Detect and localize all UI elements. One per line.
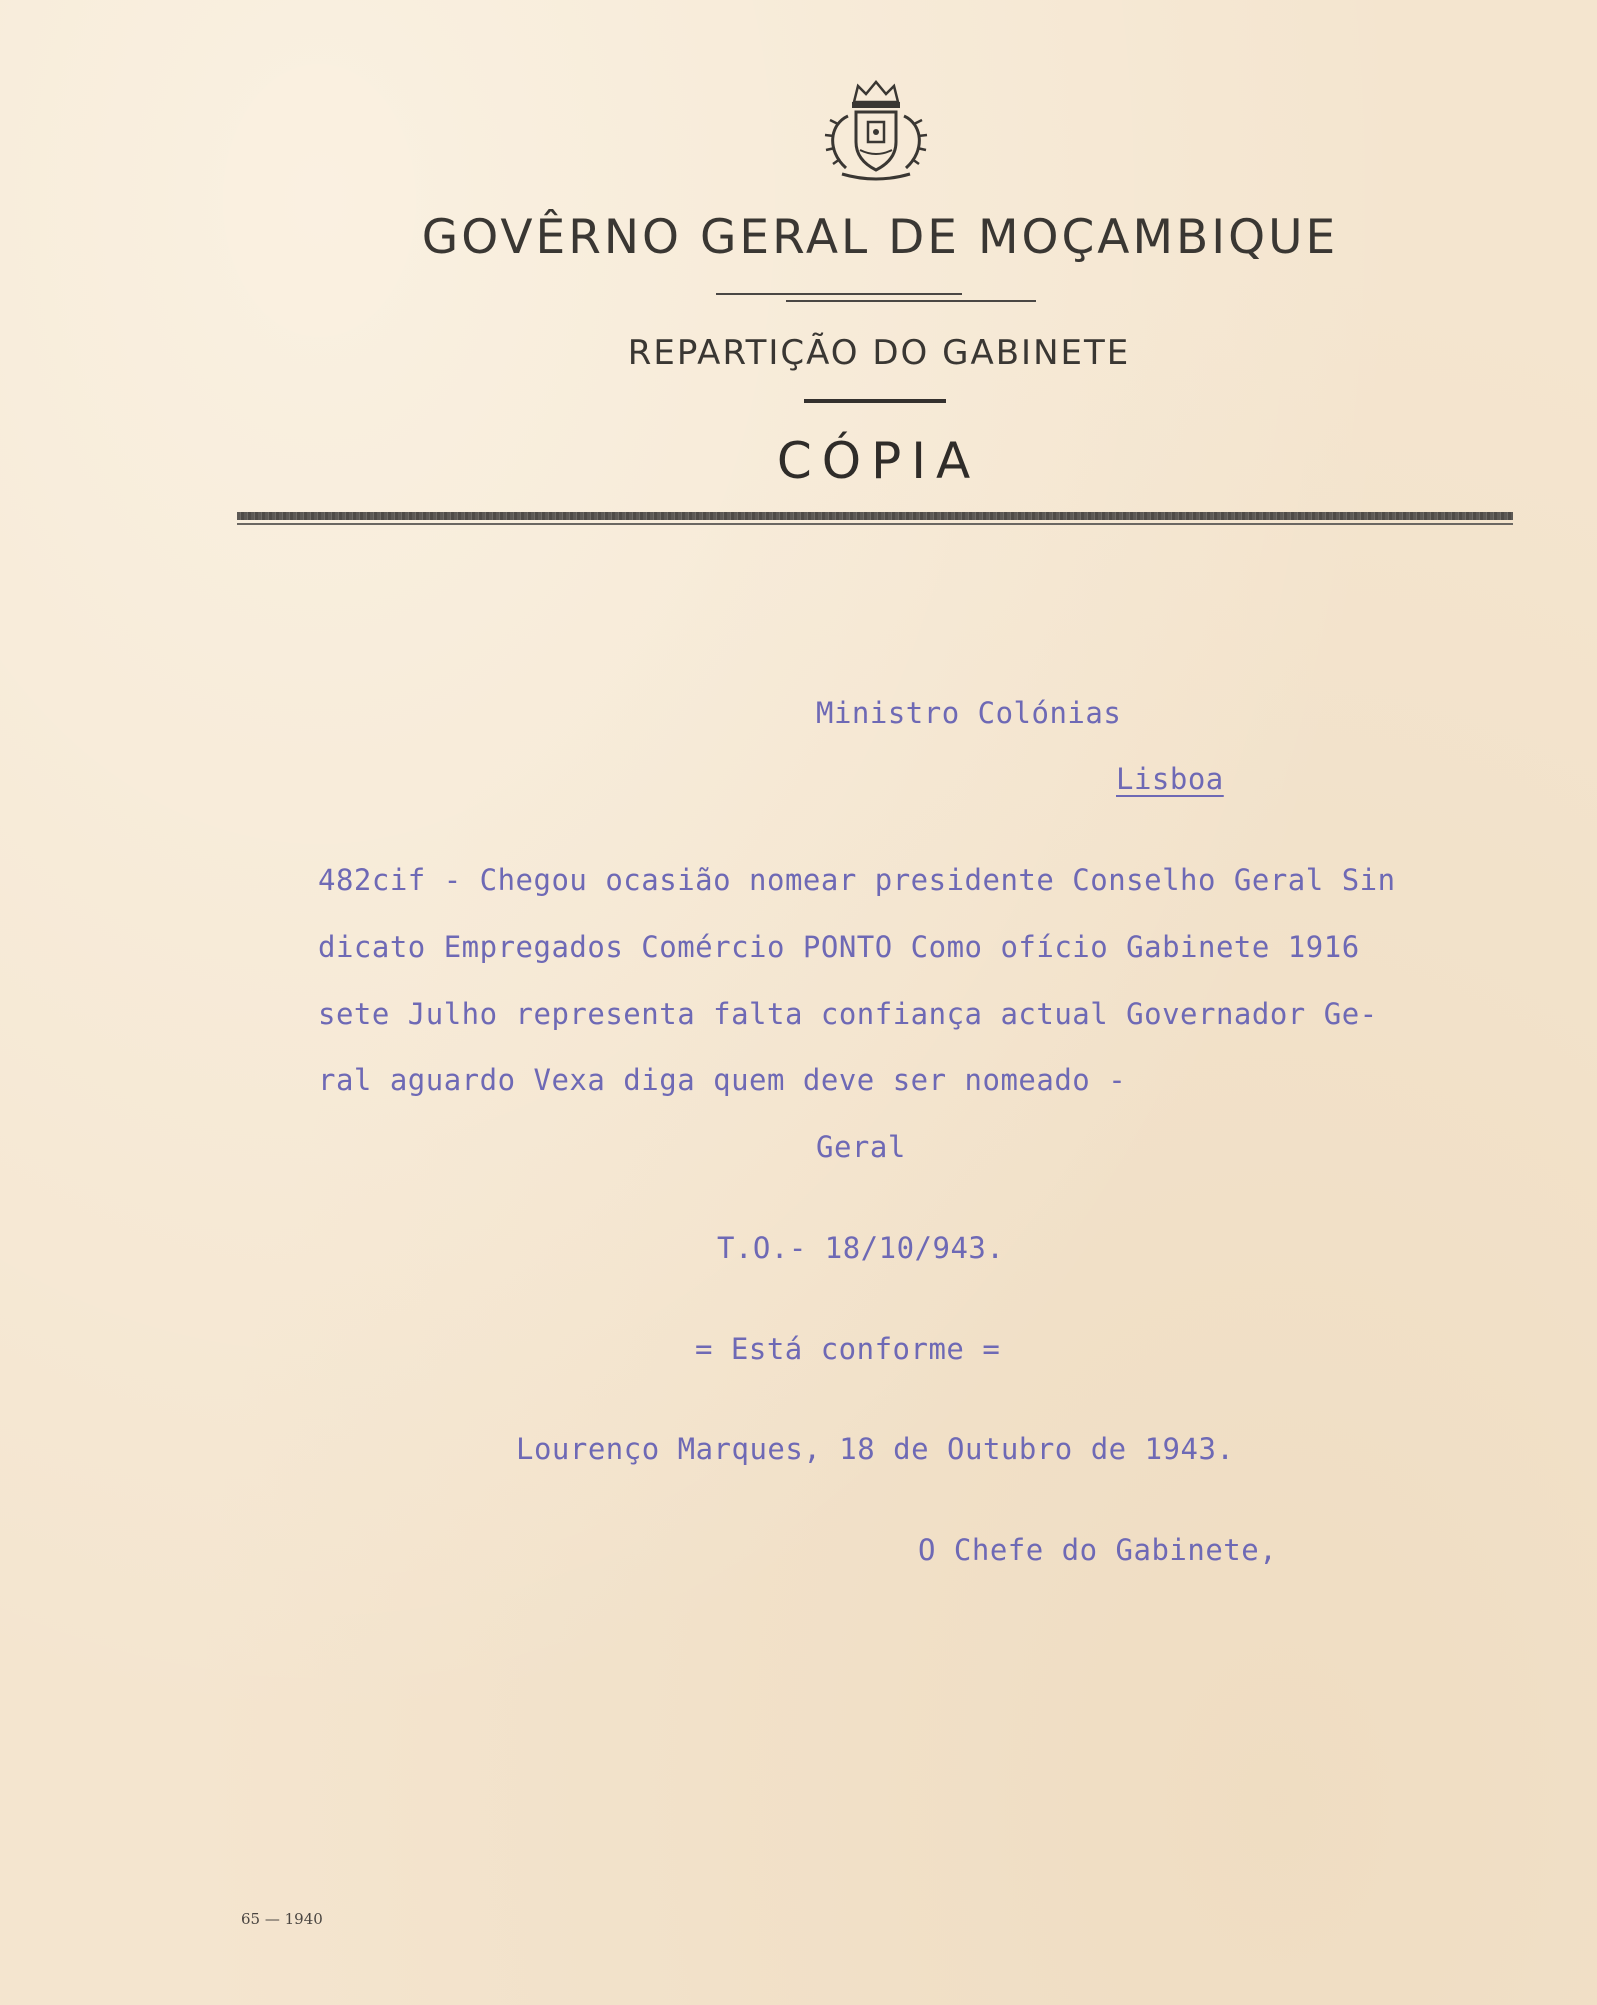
telegram-line: dicato Empregados Comércio PONTO Como ofício Gabinete 1916 <box>318 930 1360 964</box>
header-rule-underline <box>237 523 1513 525</box>
recipient: Ministro Colónias <box>816 696 1122 730</box>
department-subtitle: REPARTIÇÃO DO GABINETE <box>627 333 1131 373</box>
header-rule <box>237 512 1513 520</box>
page-title: GOVÊRNO GERAL DE MOÇAMBIQUE <box>421 210 1339 265</box>
recipient-city: Lisboa <box>1116 762 1224 796</box>
title-divider-upper <box>716 293 962 295</box>
form-code: 65 — 1940 <box>241 1910 323 1928</box>
signatory-title: O Chefe do Gabinete, <box>918 1533 1278 1567</box>
title-divider-lower <box>786 300 1036 302</box>
telegram-line: 482cif - Chegou ocasião nomear presidente Conselho Geral Sin <box>318 863 1396 897</box>
telegram-line: ral aguardo Vexa diga quem deve ser nomeado - <box>318 1063 1127 1097</box>
place-and-date: Lourenço Marques, 18 de Outubro de 1943. <box>516 1432 1235 1466</box>
telegram-reference-date: T.O.- 18/10/943. <box>717 1231 1005 1265</box>
coat-of-arms-icon <box>816 80 936 184</box>
subtitle-divider <box>804 399 946 403</box>
telegram-line: sete Julho representa falta confiança actual Governador Ge- <box>318 997 1378 1031</box>
telegram-signoff: Geral <box>816 1130 906 1164</box>
certification-note: = Está conforme = <box>695 1332 1001 1366</box>
copy-label: CÓPIA <box>776 432 981 490</box>
